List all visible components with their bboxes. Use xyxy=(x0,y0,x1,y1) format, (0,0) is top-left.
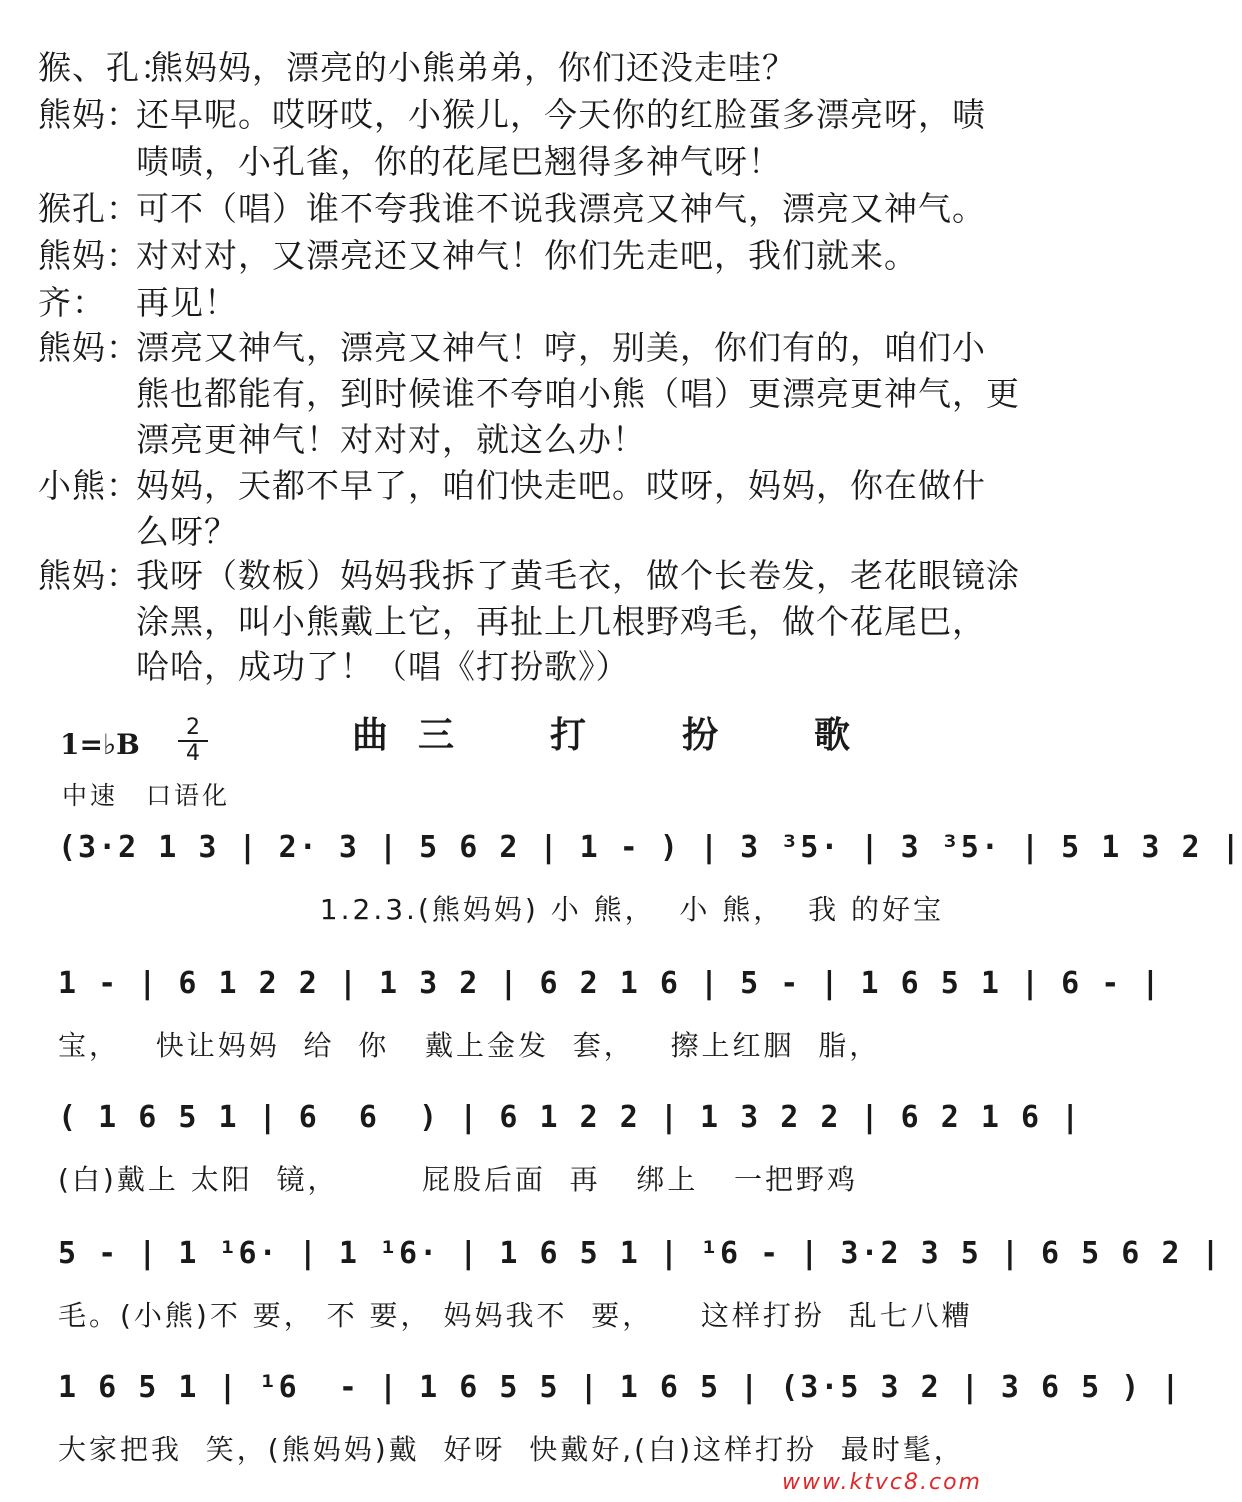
dialogue-text: 可不（唱）谁不夸我谁不说我漂亮又神气，漂亮又神气。 xyxy=(136,189,986,228)
tempo-marking: 中速 口语化 xyxy=(62,781,231,810)
dialogue-text: 还早呢。哎呀哎，小猴儿，今天你的红脸蛋多漂亮呀，啧 xyxy=(136,95,986,134)
dialogue-text: 对对对，又漂亮还又神气！你们先走吧，我们就来。 xyxy=(136,236,918,275)
dialogue-text: 么呀？ xyxy=(136,512,238,551)
dialogue-text: 熊妈妈，漂亮的小熊弟弟，你们还没走哇？ xyxy=(150,48,796,87)
staff-line xyxy=(30,1370,1182,1466)
notation-row: ( 1 6 5 1 | 6 6 ) | 6 1 2 2 | 1 3 2 2 | 6 2 1 6 | xyxy=(58,1100,1082,1135)
dialogue-text: 妈妈，天都不早了，咱们快走吧。哎呀，妈妈，你在做什 xyxy=(136,466,986,505)
speaker-label: 熊妈： xyxy=(38,236,140,275)
lyrics-row: (白)戴上 太阳 镜， 屁股后面 再 绑上 一把野鸡 xyxy=(58,1163,859,1196)
meter-top: 2 xyxy=(186,715,200,740)
meter-bottom: 4 xyxy=(178,740,208,766)
dialogue-text: 漂亮更神气！对对对，就这么办！ xyxy=(136,420,646,459)
speaker-label: 小熊： xyxy=(38,466,140,505)
song-title: 曲三 打 扮 歌 xyxy=(352,715,881,756)
dialogue-text: 涂黑，叫小熊戴上它，再扯上几根野鸡毛，做个花尾巴， xyxy=(136,602,986,641)
lyrics-row: 大家把我 笑，(熊妈妈)戴 好呀 快戴好,(白)这样打扮 最时髦， xyxy=(58,1433,965,1466)
speaker-label: 熊妈： xyxy=(38,95,140,134)
dialogue-text: 熊也都能有，到时候谁不夸咱小熊（唱）更漂亮更神气，更 xyxy=(136,374,1020,413)
dialogue-text: 哈哈，成功了！（唱《打扮歌》） xyxy=(136,647,630,686)
notation-row: 1 6 5 1 | ¹6 - | 1 6 5 5 | 1 6 5 | (3·5 3 2 | 3 6 5 ) | xyxy=(58,1370,1182,1405)
lyrics-row: 1.2.3.(熊妈妈) 小 熊， 小 熊， 我 的好宝 xyxy=(58,893,945,926)
notation-row: 5 - | 1 ¹6· | 1 ¹6· | 1 6 5 1 | ¹6 - | 3·2 3 5 | 6 5 6 2 | xyxy=(58,1236,1222,1271)
staff-line xyxy=(30,1100,1082,1196)
dialogue-text: 再见！ xyxy=(136,283,238,322)
speaker-label: 猴孔： xyxy=(38,189,140,228)
key-signature: 1=♭B xyxy=(60,728,140,761)
lyrics-row: 宝， 快让妈妈 给 你 戴上金发 套， 擦上红胭 脂， xyxy=(58,1029,881,1062)
speaker-label: 熊妈： xyxy=(38,556,140,595)
watermark: www.ktvc8.com xyxy=(781,1470,982,1495)
staff-line xyxy=(30,1236,1222,1332)
notation-row: 1 - | 6 1 2 2 | 1 3 2 | 6 2 1 6 | 5 - | 1 6 5 1 | 6 - | xyxy=(58,966,1162,1001)
speaker-label: 熊妈： xyxy=(38,328,140,367)
lyrics-row: 毛。(小熊)不 要， 不 要， 妈妈我不 要， 这样打扮 乱七八糟 xyxy=(58,1299,973,1332)
speaker-label: 齐： xyxy=(38,283,106,322)
dialogue-text: 啧啧，小孔雀，你的花尾巴翘得多神气呀！ xyxy=(136,142,782,181)
speaker-label: 猴、孔： xyxy=(38,48,174,87)
dialogue-text: 我呀（数板）妈妈我拆了黄毛衣，做个长卷发，老花眼镜涂 xyxy=(136,556,1020,595)
staff-line xyxy=(30,966,1162,1062)
notation-row: (3·2 1 3 | 2· 3 | 5 6 2 | 1 - ) | 3 ³5· | 3 ³5· | 5 1 3 2 | xyxy=(58,830,1242,865)
dialogue-text: 漂亮又神气，漂亮又神气！哼，别美，你们有的，咱们小 xyxy=(136,328,986,367)
time-signature xyxy=(178,716,208,766)
staff-line xyxy=(30,830,1242,926)
